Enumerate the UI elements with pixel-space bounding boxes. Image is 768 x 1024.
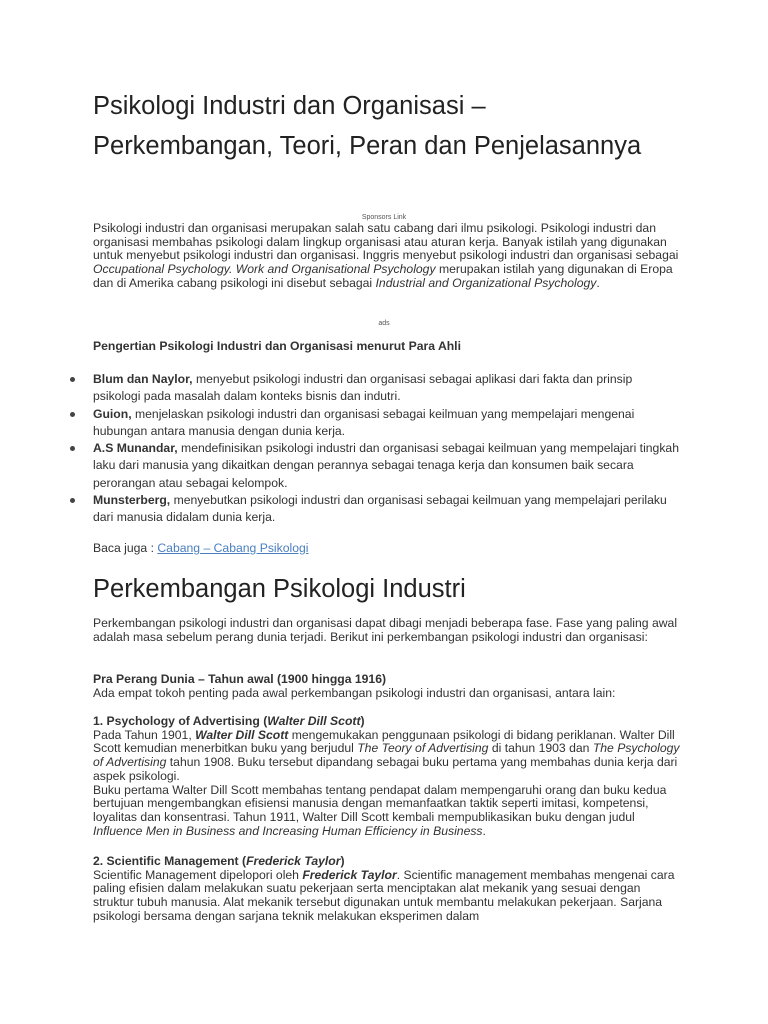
phase-text: Ada empat tokoh penting pada awal perkembangan psikologi industri dan organisasi, antara lain: (93, 685, 616, 700)
intro-paragraph (93, 222, 683, 291)
expert-definition: menyebutkan psikologi industri dan organisasi sebagai keilmuan yang mempelajari perilaku dari manusia didalam dunia kerja. (93, 493, 667, 525)
section-intro-paragraph: Perkembangan psikologi industri dan organisasi dapat dibagi menjadi beberapa fase. Fase yang paling awal adalah masa sebelum perang dunia terjadi. Berikut ini perkembangan psikologi industri dan organisasi: (93, 616, 678, 644)
bullet-icon (70, 412, 75, 417)
intro-italic-term: Industrial and Organizational Psychology (375, 275, 597, 290)
read-also-link[interactable]: Cabang – Cabang Psikologi (157, 541, 309, 555)
intro-text: Psikologi industri dan organisasi merupakan salah satu cabang dari ilmu psikologi. Psikologi industri dan organisasi membahas psikologi dalam lingkup organisasi atau aturan kerja. Banyak istilah yang digunakan untuk menyebut psikologi industri dan organisasi. Inggris menyebut psikologi industri dan organisasi sebagai (93, 221, 679, 263)
list-item (93, 406, 683, 441)
bullet-icon (70, 377, 75, 382)
item-heading: 1. Psychology of Advertising (Walter Dill Scott) (93, 714, 365, 728)
intro-italic-term: Occupational Psychology. Work and Organisational Psychology (93, 262, 436, 277)
intro-text: merupakan istilah yang digunakan di Eropa dan di Amerika cabang psikologi ini disebut sebagai (93, 262, 673, 290)
expert-name: Guion, (93, 406, 132, 421)
expert-name: A.S Munandar, (93, 441, 178, 456)
expert-name: Munsterberg, (93, 493, 171, 508)
item-scientific-management: 2. Scientific Management (Frederick Taylor) Scientific Management dipelopori oleh Frederick Taylor. Scientific management membahas mengenai cara paling efisien dalam melakukan suatu pekerjaan serta menciptakan alat mekanik yang sesuai dengan struktur tubuh manusia. Alat mekanik tersebut digunakan untuk membantu melakukan pekerjaan. Sarjana psikologi bersama dengan sarjana teknik melakukan eksperimen dalam (93, 854, 675, 923)
expert-definition: menyebut psikologi industri dan organisasi sebagai aplikasi dari fakta dan prinsip psikologi pada masalah dalam konteks bisnis dan indutri. (93, 372, 633, 404)
expert-definition: mendefinisikan psikologi industri dan organisasi sebagai keilmuan yang mempelajari tingkah laku dari manusia yang dikaitkan dengan perannya sebagai tenaga kerja dan konsumen baik secara perorangan atau sebagai kelompok. (93, 441, 679, 490)
list-item (93, 371, 683, 406)
read-also-label: Baca juga : (93, 541, 158, 555)
ads-label: ads (378, 320, 390, 327)
item-advertising: 1. Psychology of Advertising (Walter Dill Scott) Pada Tahun 1901, Walter Dill Scott mengemukakan penggunaan psikologi di bidang periklanan. Walter Dill Scott kemudian menerbitkan buku yang berjudul The Teory of Advertising di tahun 1903 dan The Psychology of Advertising tahun 1908. Buku tersebut dipandang sebagai buku pertama yang membahas dunia kerja dari aspek psikologi. Buku pertama Walter Dill Scott membahas tentang pendapat dalam mempengaruhi orang dan buku kedua bertujuan mengembangkan efisiensi manusia dengan memanfaatkan taktik seperti imitasi, kompetensi, loyalitas dan konsentrasi. Tahun 1911, Walter Dill Scott kembali mempublikasikan buku dengan judul Influence Men in Business and Increasing Human Efficiency in Business. (93, 714, 680, 838)
expert-definition: menjelaskan psikologi industri dan organisasi sebagai keilmuan yang mempelajari mengenai hubungan antara manusia dengan dunia kerja. (93, 406, 635, 438)
phase-heading: Pra Perang Dunia – Tahun awal (1900 hingga 1916) (93, 672, 387, 686)
bullet-icon (70, 498, 75, 503)
item-heading: 2. Scientific Management (Frederick Taylor) (93, 854, 345, 868)
page-title: Psikologi Industri dan Organisasi – Perkembangan, Teori, Peran dan Penjelasannya (93, 92, 642, 160)
list-item (93, 440, 683, 492)
expert-name: Blum dan Naylor, (93, 372, 193, 386)
list-item (93, 492, 683, 527)
definitions-heading: Pengertian Psikologi Industri dan Organisasi menurut Para Ahli (93, 339, 461, 353)
section-title: Perkembangan Psikologi Industri (93, 575, 466, 603)
phase-block (93, 673, 683, 700)
sponsors-link-label: Sponsors Link (361, 214, 407, 221)
intro-text: . (596, 275, 600, 290)
bullet-icon (70, 446, 75, 451)
experts-list (93, 371, 683, 527)
read-also (93, 542, 683, 556)
